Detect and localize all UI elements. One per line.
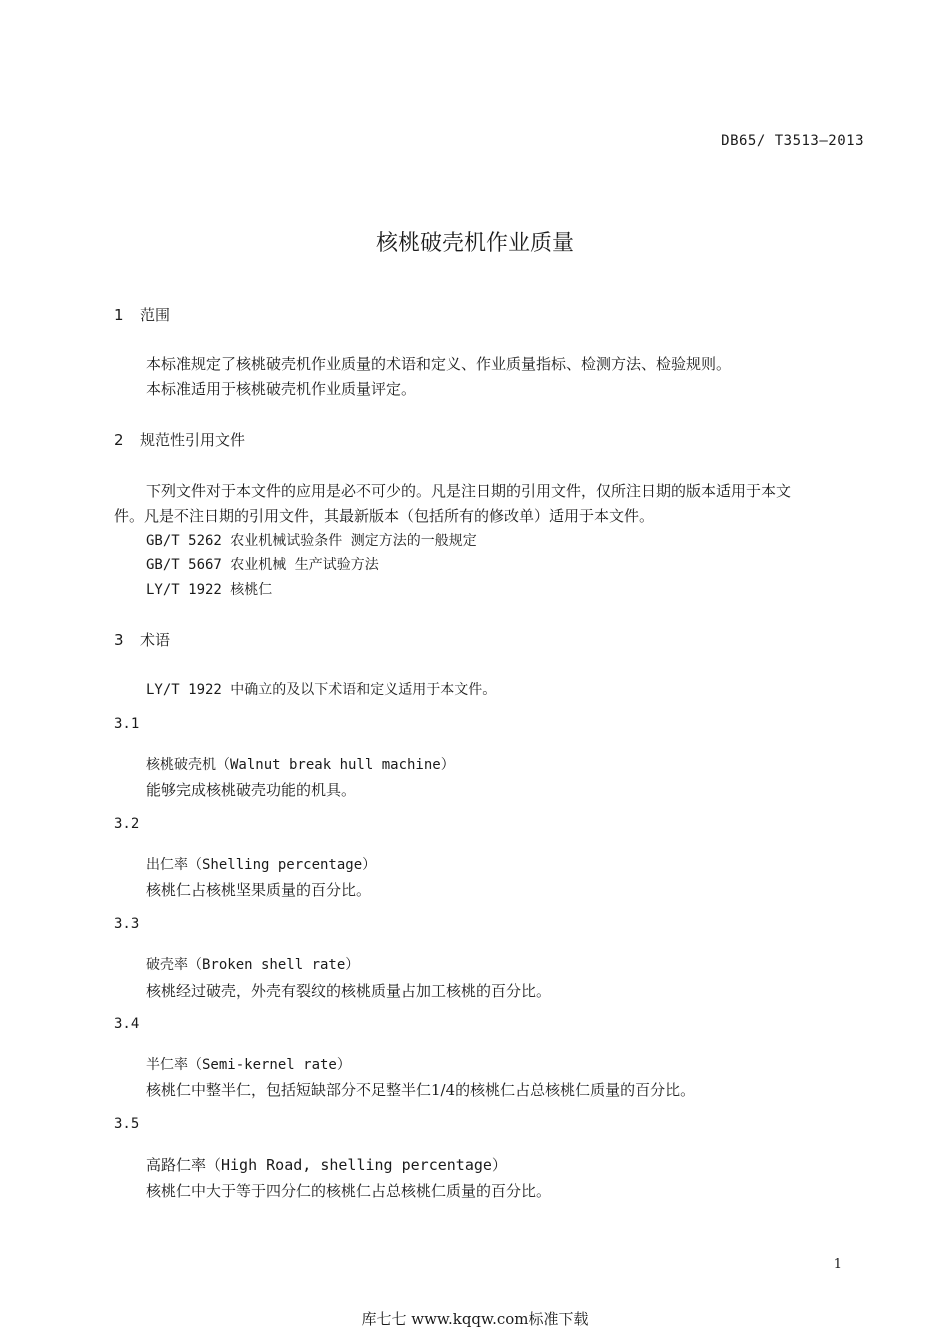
term-number: 3.3 <box>114 916 140 932</box>
term-definition: 核桃经过破壳，外壳有裂纹的核桃质量占加工核桃的百分比。 <box>146 982 552 1000</box>
term-number: 3.2 <box>114 816 140 832</box>
reference-item: GB/T 5667 农业机械 生产试验方法 <box>146 557 379 573</box>
paragraph: 本标准规定了核桃破壳机作业质量的术语和定义、作业质量指标、检测方法、检验规则。 <box>146 355 732 373</box>
term-number: 3.4 <box>114 1016 140 1032</box>
term-number: 3.5 <box>114 1116 140 1132</box>
section-title: 规范性引用文件 <box>140 431 246 449</box>
section-heading-scope <box>114 304 170 325</box>
term-heading: 半仁率（Semi-kernel rate） <box>146 1057 351 1073</box>
term-heading: 核桃破壳机（Walnut break hull machine） <box>146 757 455 773</box>
term-definition: 核桃仁中大于等于四分仁的核桃仁占总核桃仁质量的百分比。 <box>146 1182 552 1200</box>
paragraph: 件。凡是不注日期的引用文件，其最新版本（包括所有的修改单）适用于本文件。 <box>114 507 655 525</box>
term-heading: 高路仁率（High Road, shelling percentage） <box>146 1156 507 1174</box>
section-title: 范围 <box>140 306 171 324</box>
section-number: 3 <box>114 631 124 649</box>
document-title: 核桃破壳机作业质量 <box>375 231 574 256</box>
term-heading: 出仁率（Shelling percentage） <box>146 857 377 873</box>
reference-item: GB/T 5262 农业机械试验条件 测定方法的一般规定 <box>146 533 477 549</box>
paragraph: 下列文件对于本文件的应用是必不可少的。凡是注日期的引用文件，仅所注日期的版本适用于本文 <box>146 482 792 500</box>
term-number: 3.1 <box>114 716 140 732</box>
page-number: 1 <box>833 1257 842 1272</box>
paragraph: LY/T 1922 中确立的及以下术语和定义适用于本文件。 <box>146 682 497 698</box>
term-heading: 破壳率（Broken shell rate） <box>146 957 360 973</box>
document-code: DB65/ T3513—2013 <box>721 133 864 149</box>
footer-watermark: 库七七 www.kqqw.com标准下载 <box>361 1310 589 1328</box>
section-title: 术语 <box>140 631 171 649</box>
term-definition: 核桃仁中整半仁，包括短缺部分不足整半仁1/4的核桃仁占总核桃仁质量的百分比。 <box>146 1081 696 1099</box>
section-heading-normative-references <box>114 429 245 450</box>
term-definition: 能够完成核桃破壳功能的机具。 <box>146 781 357 799</box>
reference-item: LY/T 1922 核桃仁 <box>146 582 273 598</box>
section-number: 2 <box>114 431 124 449</box>
section-number: 1 <box>114 306 124 324</box>
section-heading-terms <box>114 629 170 650</box>
paragraph: 本标准适用于核桃破壳机作业质量评定。 <box>146 380 417 398</box>
term-definition: 核桃仁占核桃坚果质量的百分比。 <box>146 881 372 899</box>
